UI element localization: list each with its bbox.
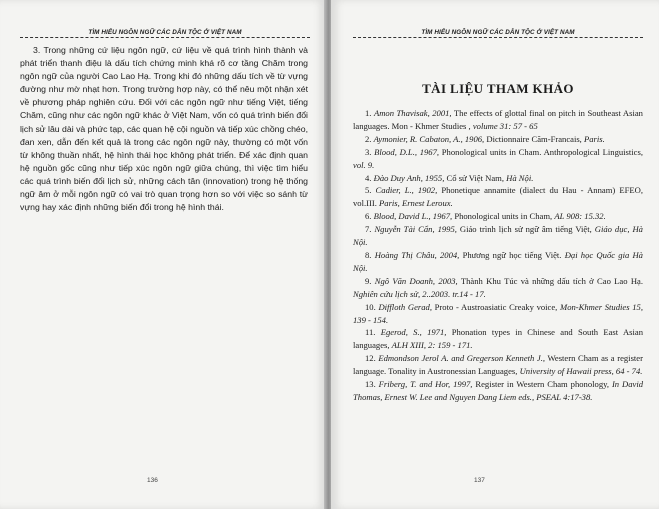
- reference-num: 5.: [365, 185, 372, 196]
- reference-num: 6.: [365, 211, 372, 222]
- reference-num: 8.: [365, 249, 372, 260]
- reference-item: [353, 378, 643, 404]
- reference-author: Ngô Văn Doanh, 2003,: [374, 275, 458, 286]
- reference-num: 7.: [365, 224, 372, 235]
- header-rule-right: [353, 37, 643, 38]
- reference-source: volume 31: 57 - 65: [472, 120, 538, 131]
- reference-author: Cadier, L., 1902,: [375, 185, 438, 196]
- reference-source: Đại học Quốc gia Hà Nội.: [353, 249, 643, 273]
- reference-author: Blood, D.L., 1967,: [374, 146, 440, 157]
- reference-num: 12.: [365, 353, 376, 364]
- reference-item: [353, 223, 643, 249]
- section-title: TÀI LIỆU THAM KHẢO: [422, 81, 574, 96]
- reference-source: Paris, Ernest Leroux.: [379, 198, 453, 209]
- reference-source: Mon-Khmer Studies 15, 139 - 154.: [353, 301, 643, 325]
- running-head-right: TÌM HIỂU NGÔN NGỮ CÁC DÂN TỘC Ở VIỆT NAM: [421, 29, 575, 36]
- page-number-right: 137: [474, 477, 485, 484]
- reference-num: 4.: [365, 172, 372, 183]
- reference-source: In David Thomas, Ernest W. Lee and Nguyen Dang Liem eds., PSEAL 4:17-38.: [353, 379, 644, 402]
- reference-text: Dictionnaire Cãm-Francais,: [486, 133, 582, 144]
- reference-author: Blood, David L., 1967,: [373, 211, 453, 222]
- reference-text: Proto - Austroasiatic Creaky voice,: [434, 301, 558, 312]
- reference-item: [353, 107, 643, 133]
- reference-item: [353, 352, 643, 378]
- reference-author: Amon Thavisak, 2001,: [373, 108, 452, 118]
- reference-source: Nghiên cứu lịch sử, 2..2003. tr.14 - 17.: [353, 288, 486, 299]
- header-rule-left: [20, 37, 310, 38]
- reference-item: [353, 133, 643, 146]
- reference-source: vol. 9.: [353, 159, 375, 170]
- reference-text: Register in Western Cham phonology,: [475, 379, 610, 390]
- reference-author: Đào Duy Anh, 1955,: [373, 172, 445, 183]
- reference-text: Giáo trình lịch sử ngữ âm tiếng Việt,: [459, 224, 592, 235]
- reference-text: Phương ngữ học tiếng Việt.: [462, 249, 562, 260]
- reference-item: [353, 210, 643, 223]
- running-head-left: TÌM HIỂU NGÔN NGỮ CÁC DÂN TỘC Ở VIỆT NAM: [88, 29, 242, 36]
- reference-item: [353, 172, 643, 185]
- reference-num: 2.: [365, 133, 372, 144]
- reference-source: Hà Nội.: [506, 172, 534, 183]
- reference-author: Aymonier, R. Cabaton, A., 1906,: [373, 133, 485, 144]
- body-paragraph: 3. Trong những cứ liệu ngôn ngữ, cứ liệu về quá trình hình thành và phát triển thanh điệu là dấu tích chứng minh khá rõ cơ tầng Chăm trong ngôn ngữ của người Cao Lao Hạ. Trong khi đó những dấu tích về từ vựng đường như mờ nhạt hơn. Trong trường hợp này, có thể nêu một nhận xét về phương pháp nghiên cứu. Đối với các ngôn ngữ như tiếng Việt, tiếng Chăm, cũng như các ngôn ngữ khác ở Việt Nam, vốn có quá trình biến đổi lịch sử lâu dài và phức tạp, các quan hệ cội nguồn và tiếp xúc chồng chéo, đan xen, dẫn đến kết quả là trong các ngôn ngữ này, thường có một vốn từ không thuần nhất, hệ hình thái học không phát triển. Để xác định quan hệ nguồn gốc cũng như tiếp xúc ngôn ngữ giữa chúng, thì việc tìm hiểu các quá trình biến đổi lịch sử, những cách tân (innovation) trong hệ thống ngữ âm ở mỗi ngôn ngữ có vai trò quan trọng hơn so với việc so sánh từ vựng hay xác định những biến đổi trong hệ hình thái.: [20, 45, 308, 213]
- reference-text: Phonetique annamite (dialect du Hau - Annam) EFEO, vol.III.: [353, 185, 643, 209]
- reference-source: Paris.: [584, 133, 605, 144]
- reference-author: Nguyễn Tài Cẩn, 1995,: [374, 224, 457, 235]
- reference-list: [353, 107, 643, 404]
- reference-text: Phonological units in Cham. Anthropological Linguistics,: [441, 146, 643, 157]
- reference-author: Friberg, T. and Hor, 1997,: [378, 379, 473, 390]
- reference-author: Diffloth Gerad,: [378, 301, 432, 312]
- right-page: [331, 0, 659, 509]
- reference-author: Edmondson Jerol A. and Gregerson Kenneth J.,: [378, 353, 546, 364]
- reference-item: [353, 326, 643, 352]
- reference-item: [353, 301, 643, 327]
- reference-source: University of Hawaii press, 64 - 74.: [519, 366, 643, 377]
- page-number-left: 136: [147, 477, 158, 484]
- reference-num: 1.: [365, 108, 372, 118]
- reference-num: 11.: [365, 327, 376, 338]
- reference-text: Cổ sử Việt Nam,: [446, 172, 504, 183]
- reference-text: Thành Khu Túc và những dấu tích ở Cao Lao Hạ.: [460, 275, 643, 286]
- reference-item: [353, 184, 643, 210]
- reference-text: Western Cham as a register language. Tonality in Austronessian Languages,: [353, 353, 643, 377]
- reference-num: 10.: [365, 301, 376, 312]
- reference-num: 3.: [365, 146, 372, 157]
- reference-item: [353, 275, 643, 301]
- reference-num: 9.: [365, 275, 372, 286]
- reference-text: Phonation types in Chinese and South East Asian languages,: [353, 327, 644, 351]
- reference-source: AL 908: 15.32.: [554, 211, 606, 222]
- reference-text: Phonological units in Cham,: [454, 211, 553, 222]
- reference-author: Hoàng Thị Châu, 2004,: [374, 249, 460, 260]
- reference-source: ALH XIII, 2: 159 - 171.: [391, 340, 473, 351]
- reference-text: The effects of glottal final on pitch in Southeast Asian languages. Mon - Khmer Studies ,: [353, 108, 643, 131]
- reference-author: Egerod, S., 1971,: [380, 327, 447, 338]
- reference-num: 13.: [365, 379, 376, 390]
- reference-source: Giáo dục, Hà Nội.: [353, 224, 643, 248]
- left-page: [0, 0, 326, 509]
- reference-item: [353, 249, 643, 275]
- reference-item: [353, 146, 643, 172]
